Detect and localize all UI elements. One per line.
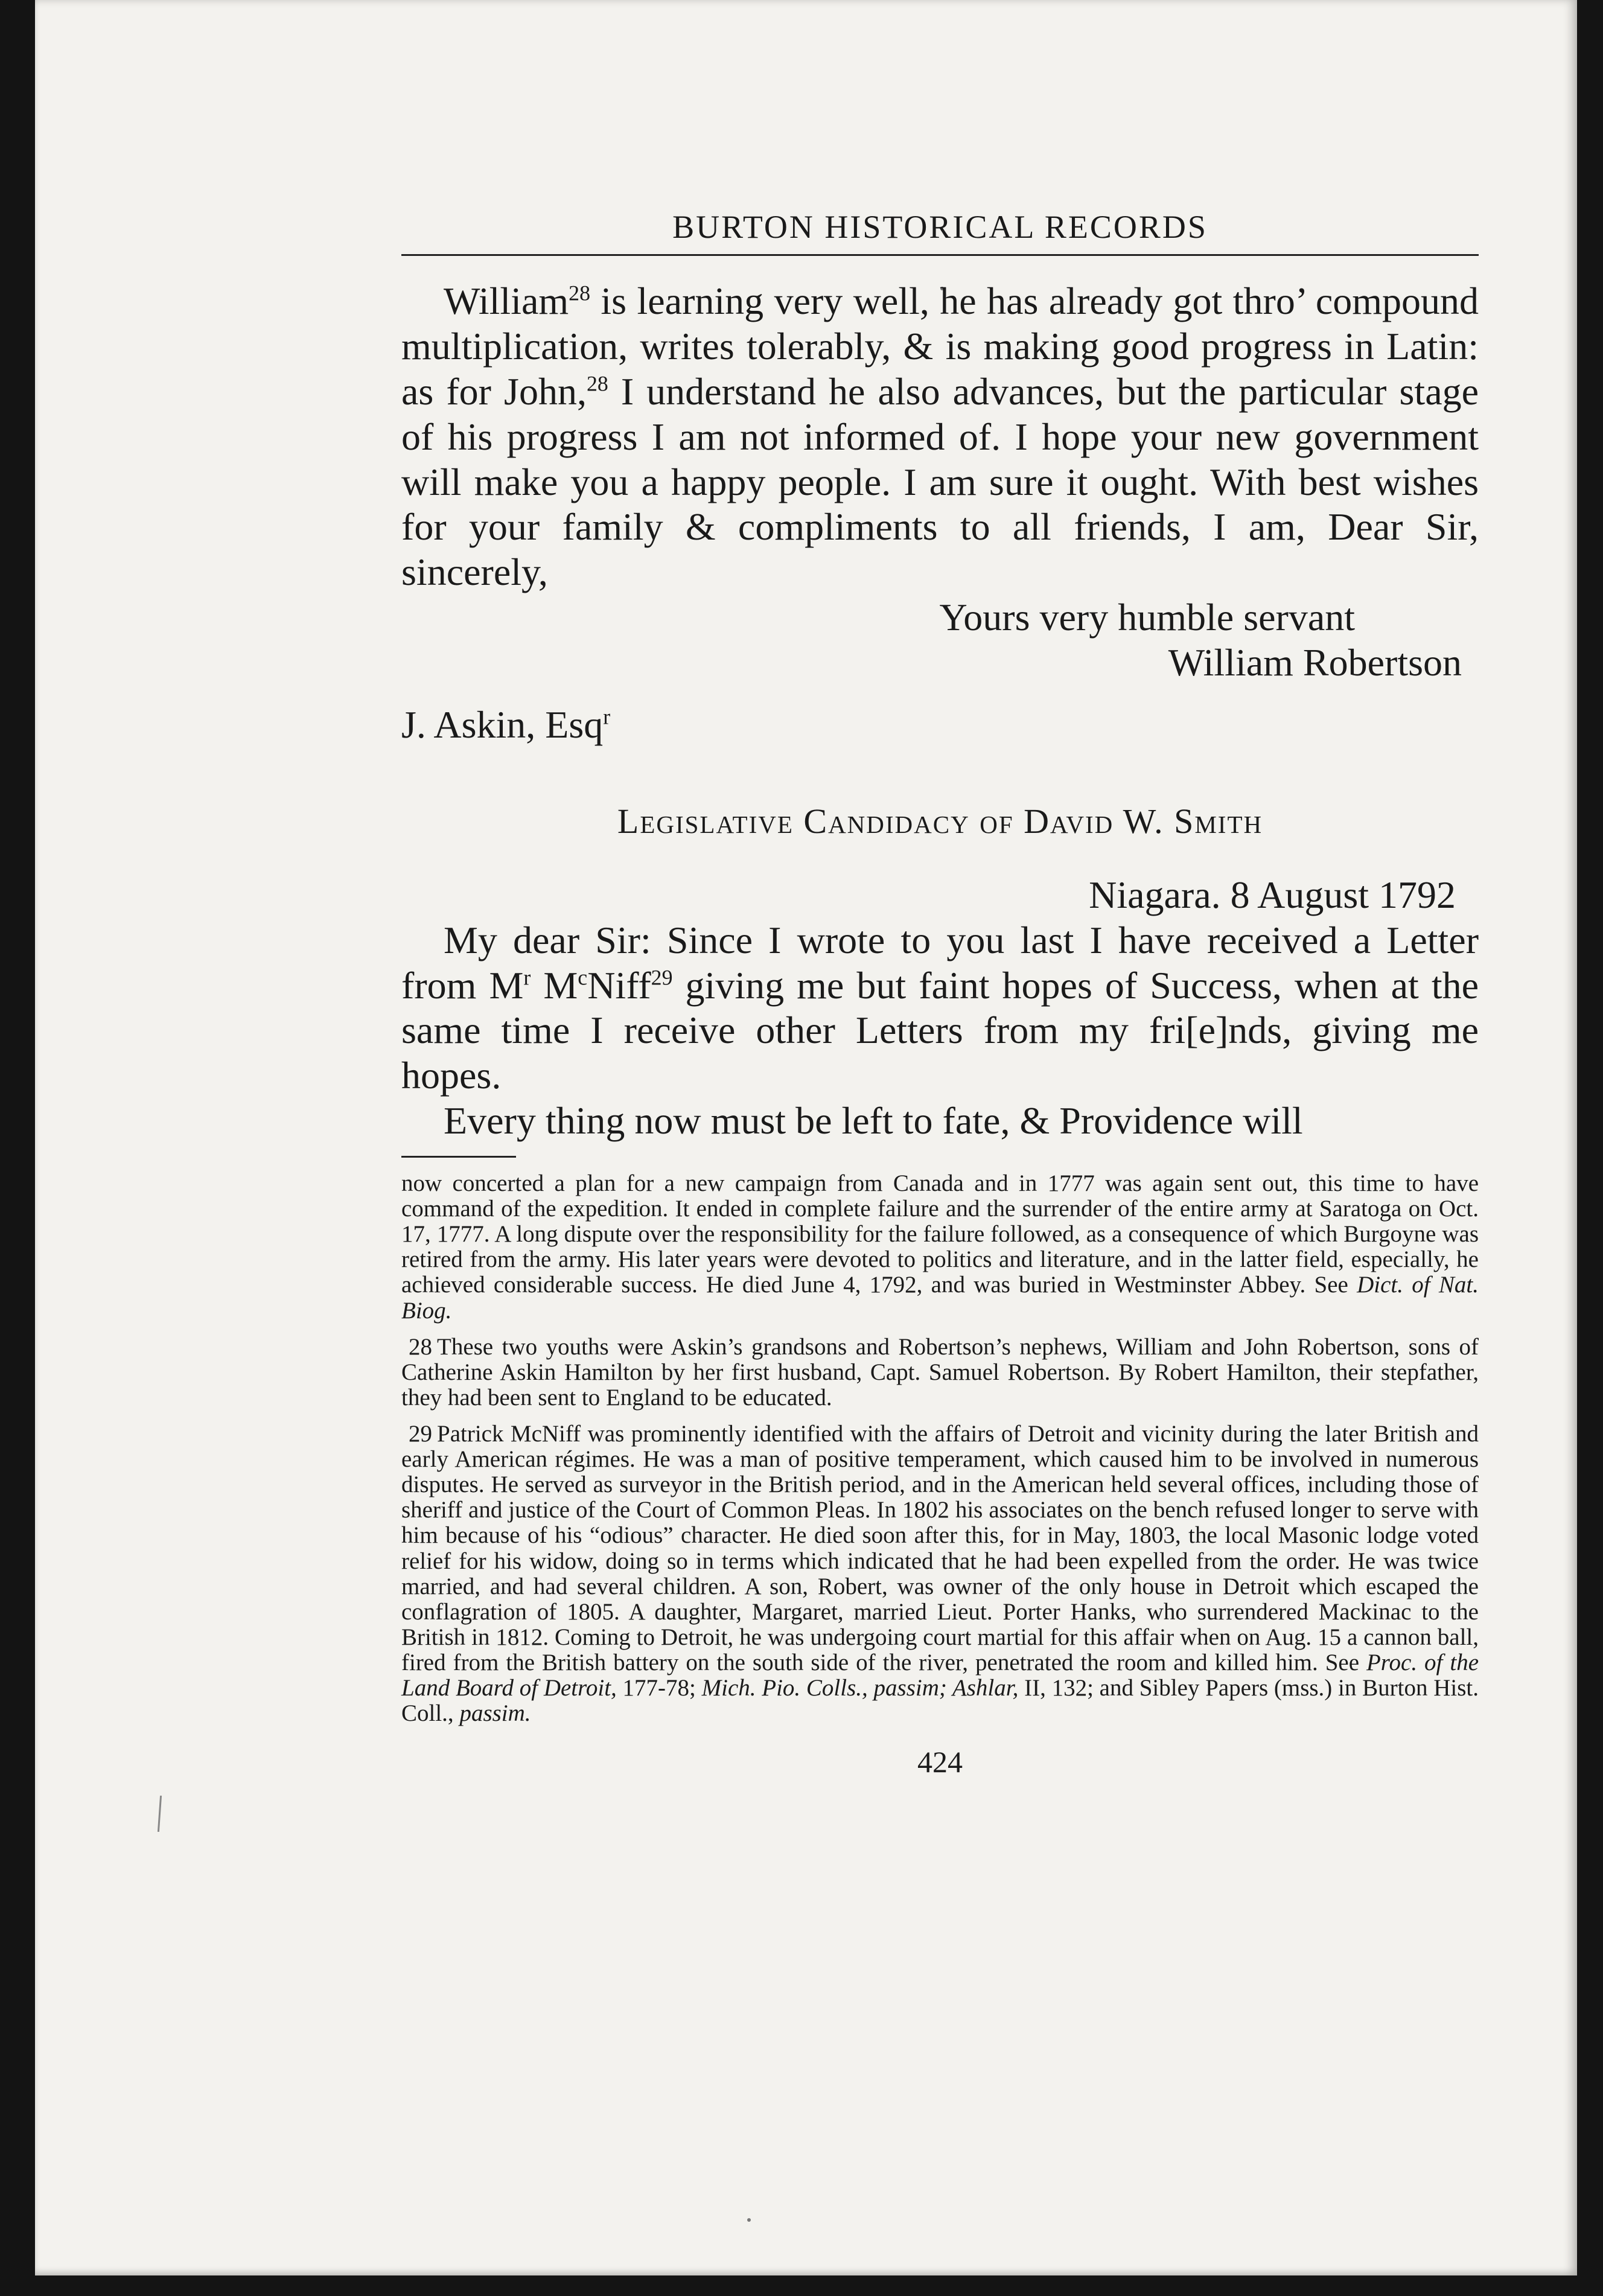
letter-smith <box>401 873 1479 1144</box>
superscript: c <box>578 965 588 990</box>
footnote-ref-28[interactable]: 28 <box>569 281 590 305</box>
text-run: William <box>444 279 569 322</box>
running-head: BURTON HISTORICAL RECORDS <box>401 208 1479 256</box>
text-run: is learning very well, he has already got thro’ compound multiplication, writes tolerably, & is making good progress in Latin: as for John, <box>401 279 1479 413</box>
footnote-text: now concerted a plan for a new campaign from Canada and in 1777 was again sent out, this time to have command of the expedition. It ended in complete failure and the surrender of the entire army at Saratoga on Oct. 17, 1777. A long dispute over the responsibility for the failure followed, as a consequence of which Burgoyne was retired from the army. His later years were devoted to politics and literature, and in the latter field, especially, he achieved considerable success. He died June 4, 1792, and was buried in Westminster Abbey. See <box>401 1170 1479 1298</box>
pencil-mark <box>158 1796 162 1832</box>
footnote-29 <box>401 1421 1479 1726</box>
footnote-ref-28[interactable]: 28 <box>586 371 608 396</box>
footnote-text: 177-78; <box>616 1675 702 1701</box>
footnote-number: 28 <box>409 1333 432 1360</box>
text-run: My dear Sir: Since I wrote to you last I have received a Letter from M <box>401 918 1479 1007</box>
footnote-continued <box>401 1171 1479 1324</box>
text-run: Niff <box>587 963 651 1007</box>
text-run: J. Askin, Esq <box>401 703 604 746</box>
letter-dateline: Niagara. 8 August 1792 <box>1089 873 1456 916</box>
paper-speck <box>747 2218 751 2222</box>
text-run: I understand he also advances, but the particular stage of his progress I am not informed of. I hope your new government will make you a happy people. I am sure it ought. With best wishes for your family & compliments to all friends, I am, Dear Sir, sincerely, <box>401 369 1479 594</box>
citation: Proc. of the Land Board of Detroit, <box>401 1649 1479 1701</box>
letter-paragraph <box>401 918 1479 1099</box>
footnotes <box>401 1171 1479 1726</box>
footnote-text: Patrick McNiff was prominently identified with the affairs of Detroit and vicinity during the later British and early American régimes. He was a man of positive temperament, which caused him to be involved in numerous disputes. He served as surveyor in the British period, and in the American held several offices, including those of sheriff and justice of the Court of Common Pleas. In 1802 his associates on the bench refused longer to serve with him because of his “odious” character. He died soon after this, for in May, 1803, the local Masonic lodge voted relief for his widow, doing so in terms which indicated that he had been expelled from the order. He was twice married, and had several children. A son, Robert, was owner of the only house in Detroit which escaped the conflagration of 1805. A daughter, Margaret, married Lieut. Porter Hanks, who surrendered Mackinac to the British in 1812. Coming to Detroit, he was undergoing court martial for this affair when on Aug. 15 a cannon ball, fired from the British battery on the south side of the river, penetrated the room and killed him. See <box>401 1420 1479 1676</box>
citation: passim. <box>459 1700 531 1727</box>
superscript: r <box>523 965 531 990</box>
letter-paragraph <box>401 279 1479 595</box>
text-run: giving me but faint hopes of Success, when at the same time I receive other Letters from my fri[e]nds, giving me hopes. <box>401 963 1479 1097</box>
footnote-text: II, 132; and Sibley Papers (mss.) in Burton Hist. Coll., <box>401 1675 1479 1727</box>
letter-signature: William Robertson <box>1168 641 1462 684</box>
footnote-number: 29 <box>409 1420 432 1447</box>
citation: Dict. of Nat. Biog. <box>401 1272 1479 1324</box>
letter-robertson <box>401 279 1479 748</box>
footnote-divider <box>401 1156 516 1158</box>
footnote-text: These two youths were Askin’s grandsons and Robertson’s nephews, William and John Robertson, sons of Catherine Askin Hamilton by her first husband, Capt. Samuel Robertson. By Robert Hamilton, their stepfather, they had been sent to England to be educated. <box>401 1333 1479 1411</box>
footnote-ref-29[interactable]: 29 <box>651 965 673 990</box>
footnote-28 <box>401 1335 1479 1411</box>
text-run: M <box>531 963 578 1007</box>
citation: Mich. Pio. Colls., passim; Ashlar, <box>701 1675 1019 1701</box>
section-heading <box>401 801 1479 841</box>
letter-addressee <box>401 703 1479 748</box>
superscript: r <box>603 704 611 729</box>
section-heading-text: Legislative Candidacy of David W. Smith <box>617 801 1263 841</box>
letter-closing: Yours very humble servant <box>939 596 1355 639</box>
page-number: 424 <box>917 1745 963 1779</box>
page-content <box>401 208 1479 1779</box>
letter-paragraph: Every thing now must be left to fate, & Providence will <box>444 1099 1303 1143</box>
